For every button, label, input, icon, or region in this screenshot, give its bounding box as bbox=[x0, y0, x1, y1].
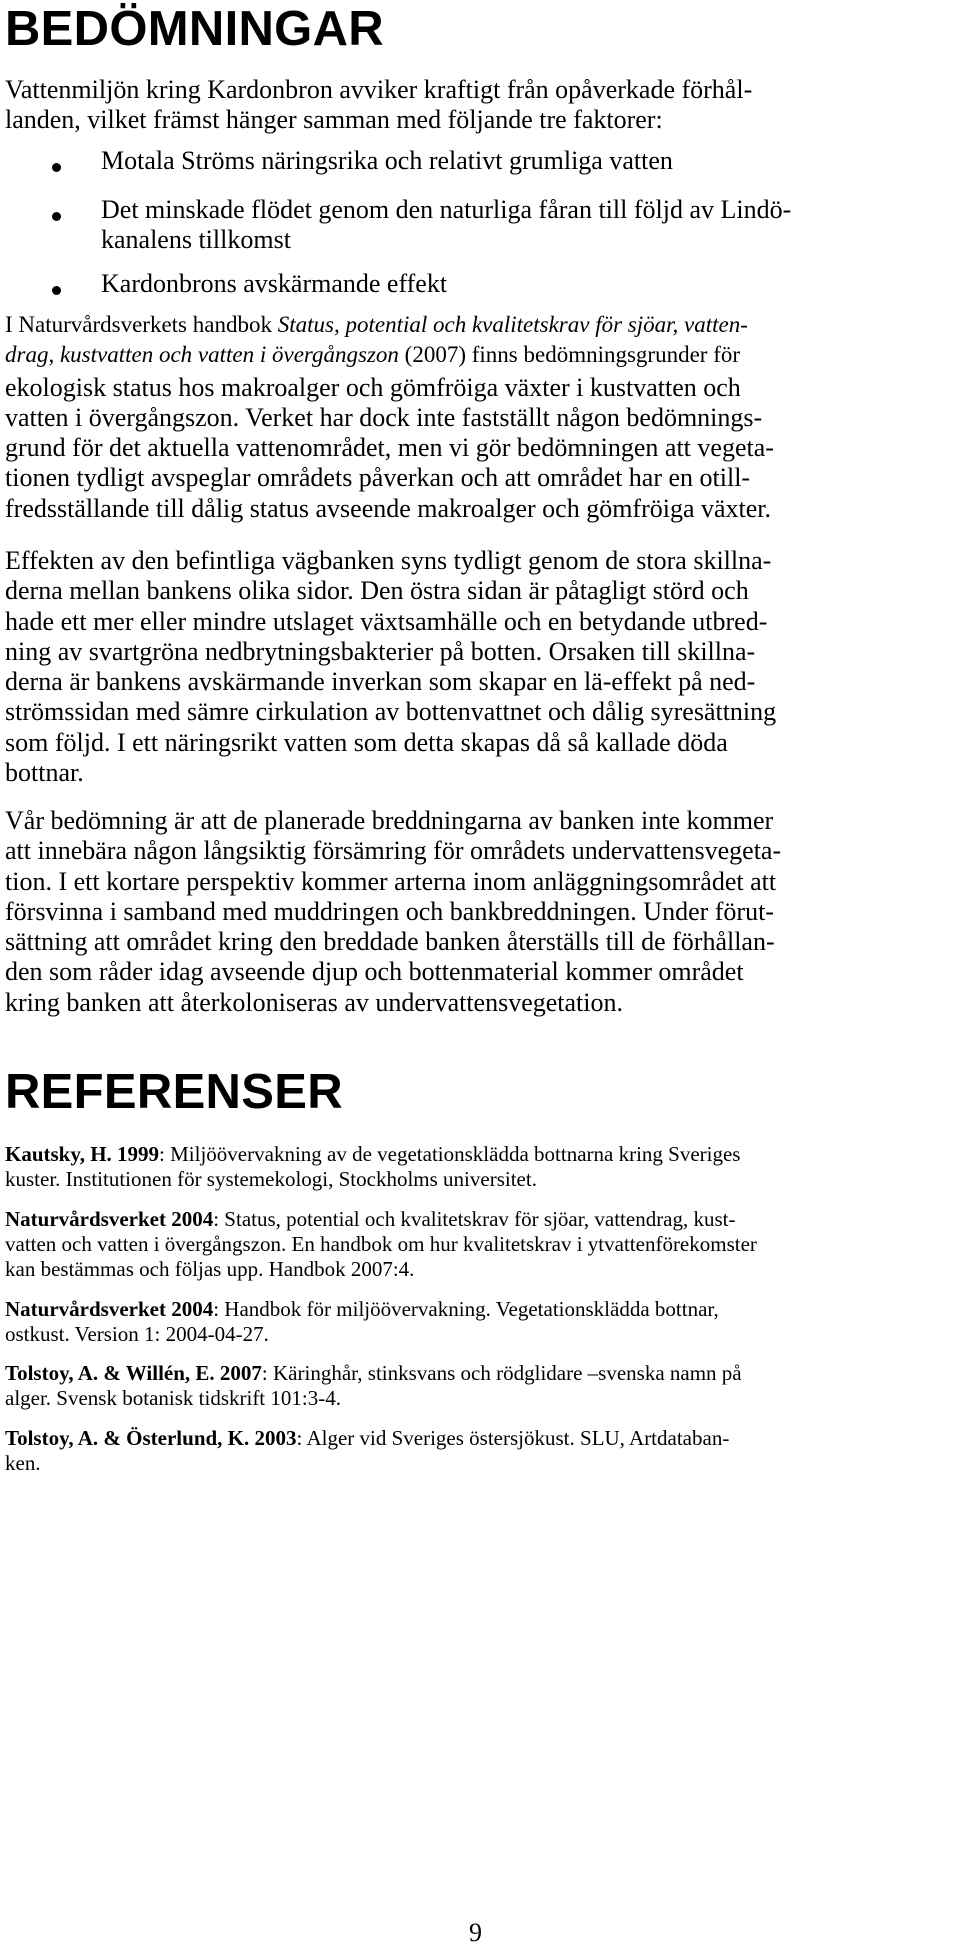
reference-author: Tolstoy, A. & Österlund, K. 2003 bbox=[5, 1426, 297, 1450]
text-line: den som råder idag avseende djup och bottenmaterial kommer området bbox=[5, 957, 744, 986]
text-line: försvinna i samband med muddringen och bankbreddningen. Under förut- bbox=[5, 897, 774, 926]
text-span: (2007) finns bedömningsgrunder för bbox=[398, 342, 741, 367]
section-heading-bedomningar: BEDÖMNINGAR bbox=[5, 2, 384, 56]
text-line: Effekten av den befintliga vägbanken syns tydligt genom de stora skillna- bbox=[5, 546, 772, 575]
reference-author: Naturvårdsverket 2004 bbox=[5, 1297, 214, 1321]
reference-author: Tolstoy, A. & Willén, E. 2007 bbox=[5, 1361, 262, 1385]
text-line: kring banken att återkoloniseras av undervattensvegetation. bbox=[5, 988, 624, 1017]
text-line bbox=[5, 1297, 719, 1322]
text-span: : Käringhår, stinksvans och rödglidare –svenska namn på bbox=[261, 1361, 742, 1385]
text-line: fredsställande till dålig status avseende makroalger och gömfröiga växter. bbox=[5, 494, 772, 523]
text-line bbox=[5, 1426, 729, 1451]
text-line: vatten i övergångszon. Verket har dock inte fastställt någon bedömnings- bbox=[5, 403, 763, 432]
text-line: att innebära någon långsiktig försämring för områdets undervattensvegeta- bbox=[5, 836, 782, 865]
bullet-icon bbox=[52, 163, 61, 172]
text-span: : Handbok för miljöövervakning. Vegetationsklädda bottnar, bbox=[213, 1297, 719, 1321]
text-line: strömssidan med sämre cirkulation av bottenvattnet och dålig syresättning bbox=[5, 697, 777, 726]
text-line bbox=[5, 312, 748, 338]
text-line: Vattenmiljön kring Kardonbron avviker kraftigt från opåverkade förhål- bbox=[5, 75, 753, 104]
text-line: som följd. I ett näringsrikt vatten som detta skapas då så kallade döda bbox=[5, 728, 728, 757]
list-item-text: kanalens tillkomst bbox=[101, 225, 291, 254]
text-line: tion. I ett kortare perspektiv kommer arterna inom anläggningsområdet att bbox=[5, 867, 777, 896]
text-line: grund för det aktuella vattenområdet, men vi gör bedömningen att vegeta- bbox=[5, 433, 774, 462]
text-line: hade ett mer eller mindre utslaget växtsamhälle och en betydande utbred- bbox=[5, 607, 768, 636]
list-item-text: Kardonbrons avskärmande effekt bbox=[101, 269, 448, 298]
text-line: ekologisk status hos makroalger och gömfröiga växter i kustvatten och bbox=[5, 373, 741, 402]
reference-author: Kautsky, H. 1999 bbox=[5, 1142, 160, 1166]
text-line: kan bestämmas och följas upp. Handbok 2007:4. bbox=[5, 1257, 415, 1281]
text-span: : Alger vid Sveriges östersjökust. SLU, Artdataban- bbox=[296, 1426, 730, 1450]
text-line bbox=[5, 342, 740, 368]
text-line: vatten och vatten i övergångszon. En handbok om hur kvalitetskrav i ytvattenförekomster bbox=[5, 1232, 757, 1256]
text-line: ning av svartgröna nedbrytningsbakterier på botten. Orsaken till skillna- bbox=[5, 637, 756, 666]
text-line: derna mellan bankens olika sidor. Den östra sidan är påtagligt störd och bbox=[5, 576, 749, 605]
text-line: bottnar. bbox=[5, 758, 84, 787]
publication-title: Status, potential och kvalitetskrav för sjöar, vatten- bbox=[277, 312, 748, 337]
text-line: derna är bankens avskärmande inverkan som skapar en lä-effekt på ned- bbox=[5, 667, 756, 696]
text-span: I Naturvårdsverkets handbok bbox=[5, 312, 278, 337]
bullet-icon bbox=[52, 212, 61, 221]
section-heading-referenser: REFERENSER bbox=[5, 1065, 343, 1119]
list-item-text: Det minskade flödet genom den naturliga fåran till följd av Lindö- bbox=[101, 195, 792, 224]
text-line bbox=[5, 1207, 736, 1232]
text-line: tionen tydligt avspeglar områdets påverkan och att området har en otill- bbox=[5, 463, 751, 492]
publication-title: drag, kustvatten och vatten i övergångszon bbox=[5, 342, 399, 367]
text-line: Vår bedömning är att de planerade breddningarna av banken inte kommer bbox=[5, 806, 774, 835]
page-number: 9 bbox=[469, 1918, 482, 1947]
text-line: sättning att området kring den breddade banken återställs till de förhållan- bbox=[5, 927, 775, 956]
text-line: ostkust. Version 1: 2004-04-27. bbox=[5, 1322, 269, 1346]
text-line bbox=[5, 1142, 740, 1167]
text-line: ken. bbox=[5, 1451, 41, 1475]
text-span: : Miljöövervakning av de vegetationsklädda bottnarna kring Sveriges bbox=[159, 1142, 741, 1166]
text-line: alger. Svensk botanisk tidskrift 101:3-4. bbox=[5, 1386, 341, 1410]
text-line: kuster. Institutionen för systemekologi, Stockholms universitet. bbox=[5, 1167, 537, 1191]
text-line bbox=[5, 1361, 742, 1386]
text-line: landen, vilket främst hänger samman med följande tre faktorer: bbox=[5, 105, 663, 134]
bullet-icon bbox=[52, 286, 61, 295]
text-span: : Status, potential och kvalitetskrav för sjöar, vattendrag, kust- bbox=[213, 1207, 736, 1231]
reference-author: Naturvårdsverket 2004 bbox=[5, 1207, 214, 1231]
list-item-text: Motala Ströms näringsrika och relativt grumliga vatten bbox=[101, 146, 673, 175]
